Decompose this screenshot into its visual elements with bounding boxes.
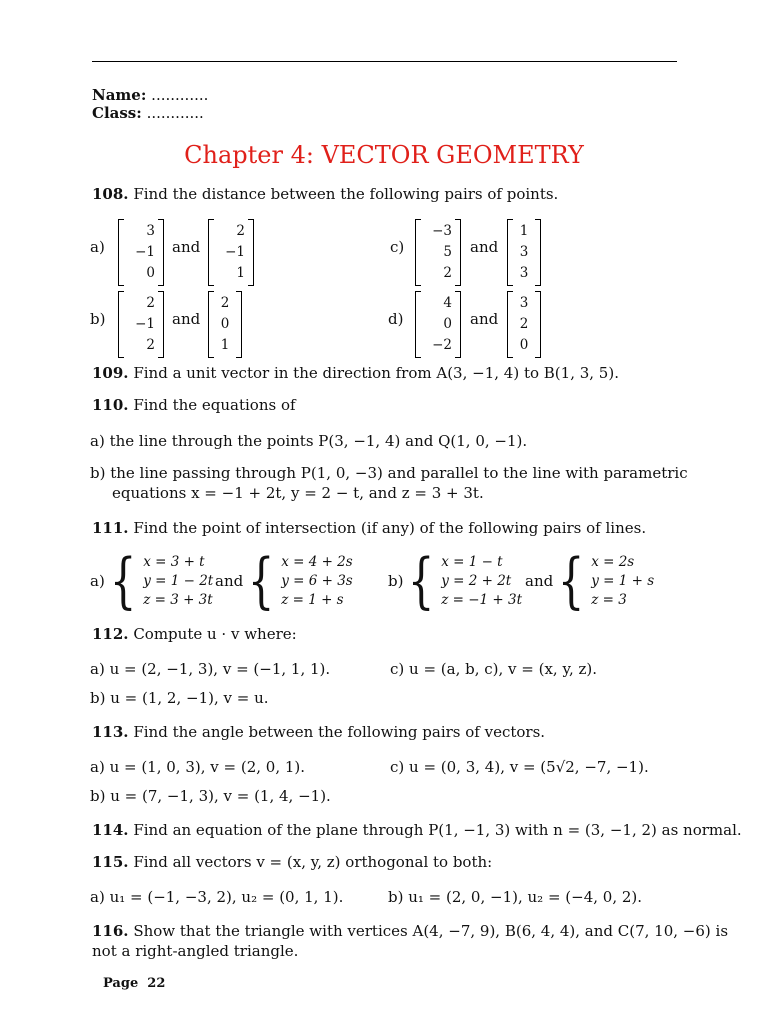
question-116 <box>92 922 728 940</box>
vector-a2: 2 −1 1 <box>208 219 254 286</box>
name-dots: ............ <box>151 86 209 104</box>
class-dots: ............ <box>146 104 204 122</box>
top-rule <box>92 61 677 62</box>
system-a1: { x = 3 + t y = 1 − 2t z = 3 + 3t <box>109 546 214 616</box>
question-number: 114. <box>92 821 129 839</box>
system-a2: { x = 4 + 2s y = 6 + 3s z = 1 + s <box>247 546 353 616</box>
question-number: 115. <box>92 853 129 871</box>
question-text: Show that the triangle with vertices A(4, −7, 9), B(6, 4, 4), and C(7, 10, −6) is <box>133 922 729 940</box>
question-111 <box>92 519 646 537</box>
and-label: and <box>525 572 554 590</box>
part-label: a) <box>90 572 105 590</box>
question-112 <box>92 625 297 643</box>
vector-c1: −3 5 2 <box>415 219 461 286</box>
and-label: and <box>470 310 499 328</box>
question-number: 113. <box>92 723 129 741</box>
page-number: 22 <box>147 976 166 991</box>
question-113 <box>92 723 545 741</box>
name-field <box>92 86 208 104</box>
and-label: and <box>215 572 244 590</box>
vector-b2: 2 0 1 <box>208 291 242 358</box>
question-114 <box>92 821 742 839</box>
vector-d1: 4 0 −2 <box>415 291 461 358</box>
vector-c2: 1 3 3 <box>507 219 541 286</box>
class-field <box>92 104 204 122</box>
question-text: Find the equations of <box>133 396 296 414</box>
question-number: 108. <box>92 185 129 203</box>
part-b: b) u = (1, 2, −1), v = u. <box>90 689 269 707</box>
class-label: Class: <box>92 104 142 122</box>
page-label: Page <box>103 976 139 991</box>
question-text: Find the angle between the following pairs of vectors. <box>133 723 546 741</box>
question-115 <box>92 853 492 871</box>
part-label: c) <box>390 238 405 256</box>
part-c: c) u = (0, 3, 4), v = (5√2, −7, −1). <box>390 758 649 776</box>
part-a: a) u = (2, −1, 3), v = (−1, 1, 1). <box>90 660 331 678</box>
question-number: 116. <box>92 922 129 940</box>
system-b2: { x = 2s y = 1 + s z = 3 <box>557 546 655 616</box>
chapter-title: Chapter 4: VECTOR GEOMETRY <box>184 141 584 169</box>
part-label: d) <box>388 310 404 328</box>
part-label: b) <box>388 572 404 590</box>
question-text: Compute u · v where: <box>133 625 297 643</box>
question-108 <box>92 185 558 203</box>
question-text: Find the point of intersection (if any) of the following pairs of lines. <box>133 519 647 537</box>
part-b-continuation: equations x = −1 + 2t, y = 2 − t, and z = 3 + 3t. <box>112 484 484 502</box>
question-text: Find an equation of the plane through P(1, −1, 3) with n = (3, −1, 2) as normal. <box>133 821 742 839</box>
vector-b1: 2 −1 2 <box>118 291 164 358</box>
question-110 <box>92 396 296 414</box>
question-text: Find the distance between the following pairs of points. <box>133 185 559 203</box>
part-b: b) the line passing through P(1, 0, −3) and parallel to the line with parametric <box>90 464 688 482</box>
vector-d2: 3 2 0 <box>507 291 541 358</box>
part-a: a) u = (1, 0, 3), v = (2, 0, 1). <box>90 758 306 776</box>
question-text: Find all vectors v = (x, y, z) orthogonal to both: <box>133 853 493 871</box>
part-a: a) u₁ = (−1, −3, 2), u₂ = (0, 1, 1). <box>90 888 344 906</box>
part-label: a) <box>90 238 105 256</box>
question-number: 112. <box>92 625 129 643</box>
and-label: and <box>470 238 499 256</box>
question-109 <box>92 364 619 382</box>
vector-a1: 3 −1 0 <box>118 219 164 286</box>
question-number: 109. <box>92 364 129 382</box>
question-116-continuation: not a right-angled triangle. <box>92 942 299 960</box>
part-b: b) u₁ = (2, 0, −1), u₂ = (−4, 0, 2). <box>388 888 643 906</box>
question-number: 110. <box>92 396 129 414</box>
part-c: c) u = (a, b, c), v = (x, y, z). <box>390 660 598 678</box>
question-text: Find a unit vector in the direction from A(3, −1, 4) to B(1, 3, 5). <box>133 364 619 382</box>
part-a: a) the line through the points P(3, −1, 4) and Q(1, 0, −1). <box>90 432 528 450</box>
and-label: and <box>172 238 201 256</box>
and-label: and <box>172 310 201 328</box>
system-b1: { x = 1 − t y = 2 + 2t z = −1 + 3t <box>407 546 523 616</box>
name-label: Name: <box>92 86 147 104</box>
part-label: b) <box>90 310 106 328</box>
page-footer <box>103 976 165 991</box>
question-number: 111. <box>92 519 129 537</box>
part-b: b) u = (7, −1, 3), v = (1, 4, −1). <box>90 787 331 805</box>
